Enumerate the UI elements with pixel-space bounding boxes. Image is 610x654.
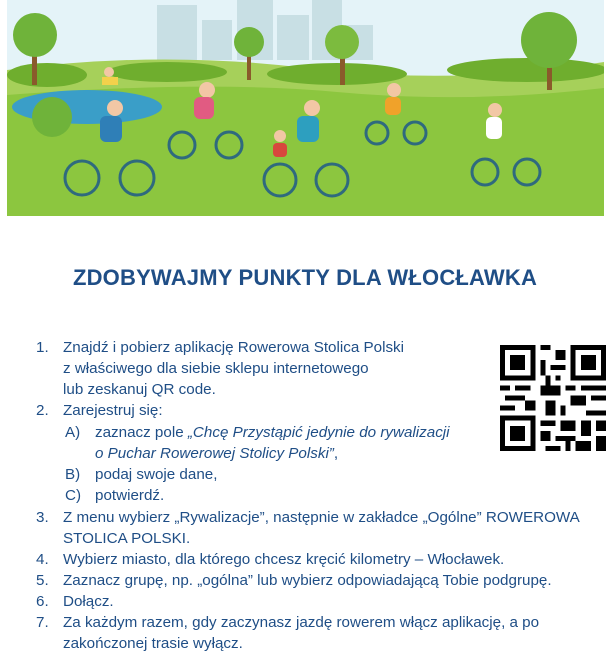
step-text: z właściwego dla siebie sklepu internetowego <box>63 360 369 377</box>
substep-text: potwierdź. <box>95 487 165 504</box>
substep-text: podaj swoje dane, <box>95 466 218 483</box>
step-text: Zarejestruj się: <box>63 402 163 419</box>
substep-letter: A) <box>65 424 81 441</box>
step-number: 4. <box>36 551 49 568</box>
step-number: 6. <box>36 593 49 610</box>
substep-text: o Puchar Rowerowej Stolicy Polski”, <box>95 445 339 462</box>
substep-text: zaznacz pole „Chcę Przystąpić jedynie do rywalizacji <box>95 424 450 441</box>
step-text: lub zeskanuj QR code. <box>63 381 216 398</box>
qr-code <box>500 345 606 451</box>
step-text: Z menu wybierz „Rywalizacje”, następnie w zakładce „Ogólne” ROWEROWA <box>63 509 580 526</box>
step-number: 7. <box>36 614 49 631</box>
substep-letter: C) <box>65 487 82 504</box>
step-text: Znajdź i pobierz aplikację Rowerowa Stolica Polski <box>63 339 405 356</box>
step-number: 2. <box>36 402 49 419</box>
step-text: Za każdym razem, gdy zaczynasz jazdę rowerem włącz aplikację, a po <box>63 614 540 631</box>
step-text: STOLICA POLSKI. <box>63 530 191 547</box>
step-number: 1. <box>36 339 49 356</box>
step-text: Dołącz. <box>63 593 114 610</box>
step-text: Wybierz miasto, dla którego chcesz kręcić kilometry – Włocławek. <box>63 551 505 568</box>
page-title: ZDOBYWAJMY PUNKTY DLA WŁOCŁAWKA <box>72 265 538 290</box>
park-cycling-illustration <box>7 0 604 216</box>
substep-letter: B) <box>65 466 81 483</box>
step-text: zakończonej trasie wyłącz. <box>63 635 243 652</box>
step-number: 5. <box>36 572 49 589</box>
step-text: Zaznacz grupę, np. „ogólna” lub wybierz odpowiadającą Tobie podgrupę. <box>63 572 552 589</box>
step-number: 3. <box>36 509 49 526</box>
